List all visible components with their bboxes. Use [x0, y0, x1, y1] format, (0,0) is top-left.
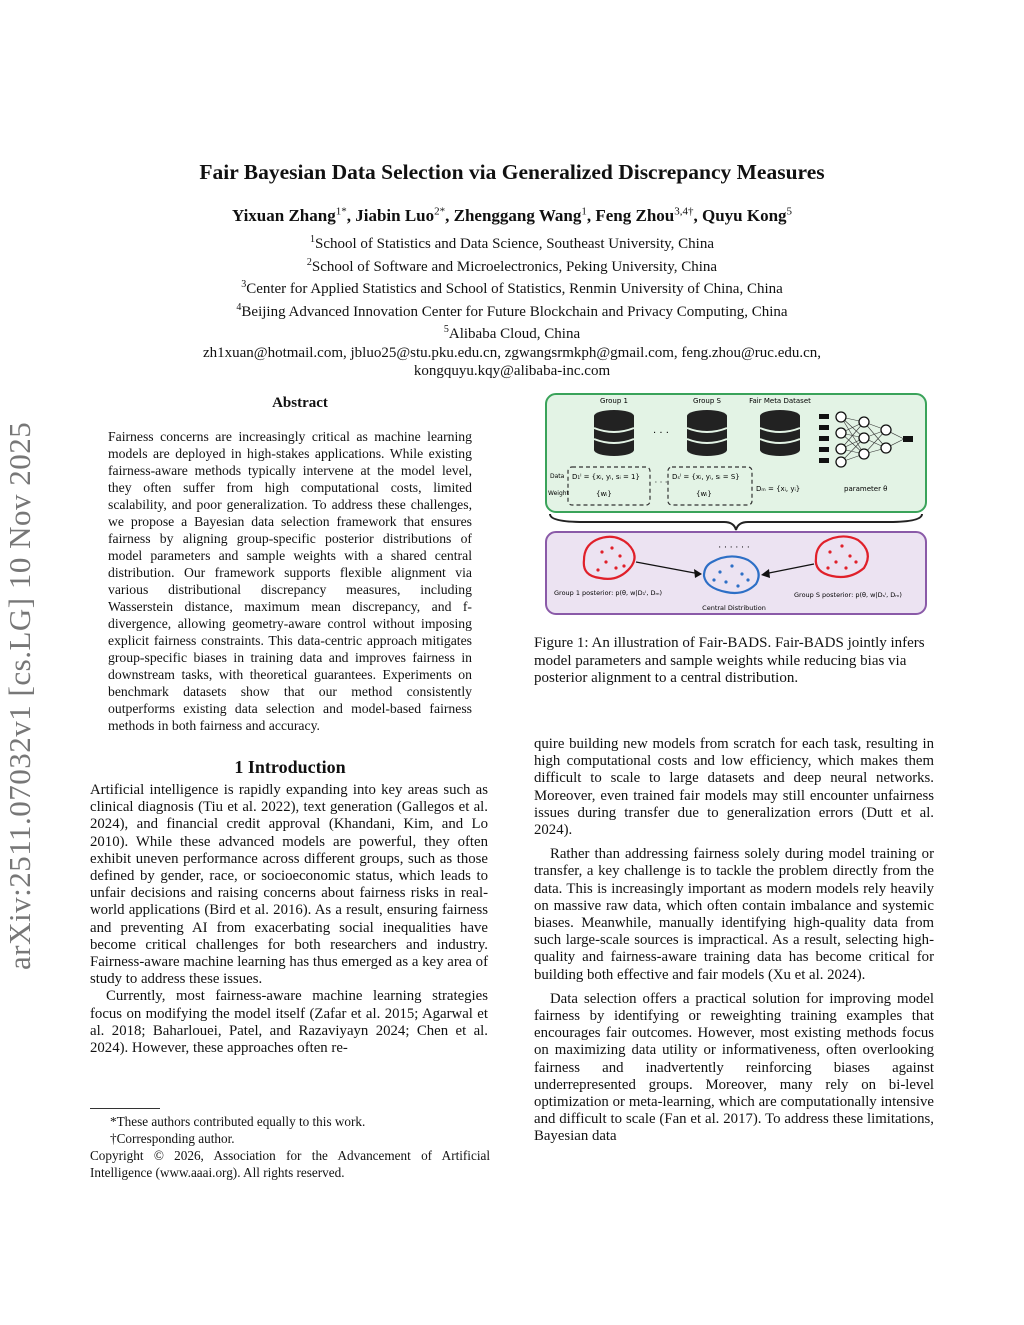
author: Zhenggang Wang$^1$, — [453, 205, 596, 225]
figure-caption: Figure 1: An illustration of Fair-BADS. Fair-BADS jointly infers model parameters and sample weights while reducing bias via posterior alignment to a central distribution. — [534, 635, 925, 686]
group1-label: Group 1 — [600, 397, 628, 405]
brace — [550, 514, 922, 530]
abstract-text: Fairness concerns are increasingly critical as machine learning models are deployed in high-stakes applications. While existing fairness-aware methods typically intervene at the model level, they often suffer from high computational costs, limited scalability, and poor generalization. To address these challenges, we propose a Bayesian data selection framework that ensures fairness by aligning group-specific posterior distributions of model parameters and sample weights with a shared central distribution. Our framework supports flexible alignment via various distributional discrepancy measures, including Wasserstein distance, maximum mean discrepancy, and f-divergence, allowing geometry-aware control without imposing explicit fairness constraints. This data-centric approach mitigates group-specific biases in training data and improves fairness in downstream tasks, with theoretical guarantees. Experiments on benchmark datasets show that our method consistently outperforms existing data selection and model-based fairness methods in both fairness and accuracy. — [108, 429, 472, 733]
paragraph: Data selection offers a practical solution for improving model fairness by identifying or reweighting training examples that encourages fair outcomes. However, most existing methods focus on maximizing data utility or informativeness, often overlooking fairness and inadvertently reinforcing biases against underrepresented groups. Moreover, many rely on bi-level optimization or meta-learning, which are computationally intensive and difficult to scale (Fan et al. 2017). To address these limitations, Bayesian data — [534, 990, 934, 1145]
affiliations — [0, 231, 1024, 381]
intro-text — [90, 782, 488, 1057]
email-list: kongquyu.kqy@alibaba-inc.com — [413, 363, 611, 379]
author: Feng Zhou$^{3,4\dagger}$, — [595, 205, 702, 225]
affiliation: $^4$Beijing Advanced Innovation Center for Future Blockchain and Privacy Computing, China — [236, 301, 788, 320]
author: Yixuan Zhang$^{1*}$, — [231, 205, 356, 225]
affiliation: $^2$School of Software and Microelectronics, Peking University, China — [306, 256, 718, 275]
arxiv-stamp: arXiv:2511.07032v1 [cs.LG] 10 Nov 2025 — [2, 421, 37, 970]
central-distribution-label: Central Distribution — [702, 604, 766, 612]
paper-title: Fair Bayesian Data Selection via Generalized Discrepancy Measures — [199, 160, 825, 184]
footnote: *These authors contributed equally to this work. — [110, 1114, 366, 1129]
svg-text:· · ·: · · · — [654, 478, 668, 487]
paragraph: Artificial intelligence is rapidly expanding into key areas such as clinical diagnosis (Tiu et al. 2022), text generation (Gallegos et al. 2024), and financial credit approval (Khandani, Kim, and Lo 2010). While these advanced models are powerful, they often exhibit uneven performance across different groups, such as those defined by gender, race, or socioeconomic status, which leads to unfair decisions and raising concerns about fairness risks in real-world applications (Bird et al. 2016). As a result, ensuring fairness and preventing AI from exacerbating social inequalities have become critical challenges for both researchers and industry. Fairness-aware machine learning has thus emerged as a key area of study to address these issues. — [90, 782, 488, 988]
svg-text:{wᵢ}: {wᵢ} — [596, 490, 612, 498]
database-icon — [687, 410, 727, 456]
section-heading: 1 Introduction — [234, 757, 346, 777]
group1-posterior-label: Group 1 posterior: p(θ, w|D₁ˡ, Dₘ) — [554, 589, 663, 597]
affiliation: $^3$Center for Applied Statistics and School of Statistics, Renmin University of China, China — [241, 279, 783, 297]
affiliation: $^1$School of Statistics and Data Science, Southeast University, China — [310, 234, 714, 252]
svg-text:D₁ˡ = {xᵢ, yᵢ, sᵢ = 1}: D₁ˡ = {xᵢ, yᵢ, sᵢ = 1} — [572, 473, 640, 481]
abstract-heading: Abstract — [272, 395, 328, 411]
weight-row-label: Weight — [548, 490, 569, 497]
paragraph: Rather than addressing fairness solely during model training or transfer, a key challenge is to tackle the problem directly from the data. This is increasingly important as modern models rely heavily on massive raw data, which often contain imbalance and systemic biases. Meanwhile, manually identifying high-quality data from such large-scale sources is impractical. As a result, selecting high-quality and fairness-aware training data has become critical for building both effective and fair models (Xu et al. 2024). — [534, 846, 934, 983]
footnotes — [90, 1113, 490, 1181]
figure-illustration — [544, 392, 928, 617]
ellipsis: · · · — [653, 428, 669, 439]
email-list: zh1xuan@hotmail.com, jbluo25@stu.pku.edu.cn, zgwangsrmkph@gmail.com, feng.zhou@ruc.edu.cn, — [202, 344, 822, 361]
right-column-text — [534, 736, 934, 1146]
footnote-rule — [90, 1108, 160, 1109]
meta-dataset-formula: Dₘ = {xᵢ, yᵢ} — [756, 485, 801, 493]
meta-label: Fair Meta Dataset — [749, 397, 811, 405]
database-icon — [594, 410, 634, 456]
svg-text:Dₛˡ = {xᵢ, yᵢ, sᵢ = S}: Dₛˡ = {xᵢ, yᵢ, sᵢ = S} — [672, 473, 740, 481]
database-icon — [760, 410, 800, 456]
groupS-posterior-label: Group S posterior: p(θ, w|Dₛˡ, Dₘ) — [794, 591, 902, 599]
svg-text:{wᵢ}: {wᵢ} — [696, 490, 712, 498]
footnote: †Corresponding author. — [110, 1131, 235, 1146]
paragraph: quire building new models from scratch for each task, resulting in high computational costs and low efficiency, which makes them difficult to scale to large datasets and deep neural networks. Moreover, even trained fair models may still encounter unfairness issues during transfer due to generalization errors (Dutt et al. 2024). — [534, 736, 934, 839]
parameter-label: parameter θ — [844, 485, 888, 493]
ellipsis: · · · · · · — [718, 543, 750, 553]
copyright-notice: Copyright © 2026, Association for the Advancement of Artificial Intelligence (www.aaai.org). All rights reserved. — [90, 1148, 490, 1180]
groupS-label: Group S — [693, 397, 721, 405]
data-row-label: Data — [550, 473, 565, 480]
paragraph: Currently, most fairness-aware machine learning strategies focus on modifying the model itself (Zafar et al. 2015; Agarwal et al. 2018; Baharlouei, Patel, and Razaviyayn 2024; Chen et al. 2024). However, these approaches often re- — [90, 988, 488, 1057]
author: Jiabin Luo$^{2*}$, — [355, 205, 454, 225]
author: Quyu Kong$^5$ — [701, 205, 793, 225]
author-list — [0, 205, 1024, 226]
affiliation: $^5$Alibaba Cloud, China — [443, 324, 581, 342]
